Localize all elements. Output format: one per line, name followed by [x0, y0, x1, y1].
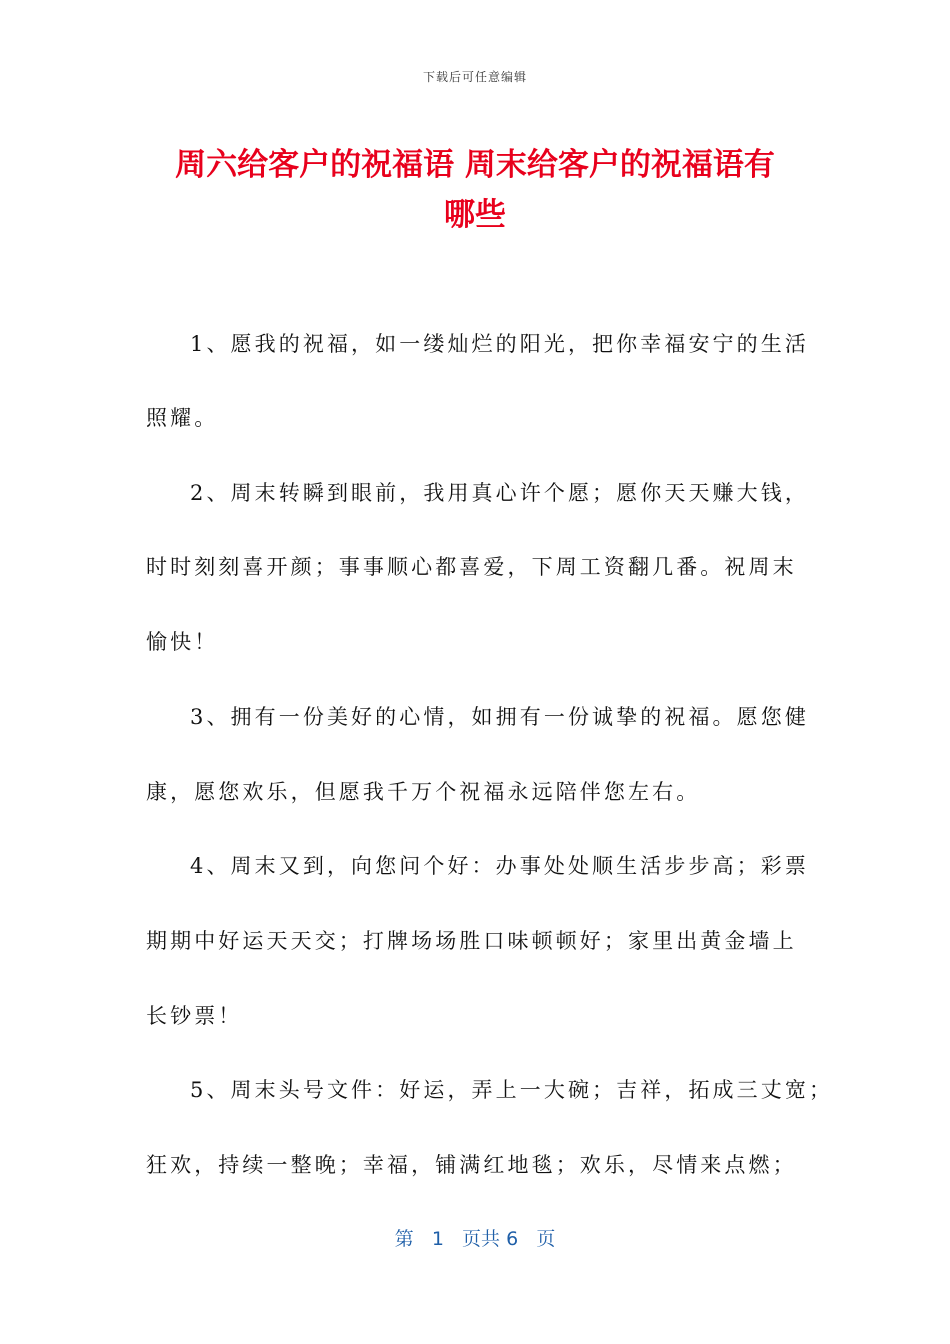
- paragraph-4-line-2: 期期中好运天天交；打牌场场胜口味顿顿好；家里出黄金墙上: [146, 929, 797, 953]
- title-line-2: 哪些: [444, 197, 506, 233]
- paragraph-5-line-1: 5、周末头号文件：好运，弄上一大碗；吉祥，拓成三丈宽；: [190, 1078, 834, 1102]
- document-title: [145, 140, 805, 240]
- footer-label-page: 第: [394, 1228, 414, 1250]
- paragraph-5-line-2: 狂欢，持续一整晚；幸福，铺满红地毯；欢乐，尽情来点燃；: [146, 1153, 797, 1177]
- paragraph-2-line-1: 2、周末转瞬到眼前，我用真心许个愿；愿你天天赚大钱，: [190, 481, 809, 505]
- footer-current-page: 1: [431, 1228, 444, 1250]
- footer-label-pages: 页: [536, 1228, 556, 1250]
- footer-label-of: 页共: [462, 1228, 501, 1250]
- paragraph-4-line-1: 4、周末又到，向您问个好：办事处处顺生活步步高；彩票: [190, 854, 809, 878]
- title-line-1: 周六给客户的祝福语 周末给客户的祝福语有: [175, 147, 775, 183]
- paragraph-1-line-2: 照耀。: [146, 406, 219, 430]
- paragraph-2-line-2: 时时刻刻喜开颜；事事顺心都喜爱，下周工资翻几番。祝周末: [146, 555, 797, 579]
- footer-total-pages: 6: [506, 1228, 519, 1250]
- paragraph-4-line-3: 长钞票！: [146, 1004, 243, 1028]
- paragraph-3-line-1: 3、拥有一份美好的心情，如拥有一份诚挚的祝福。愿您健: [190, 705, 809, 729]
- paragraph-2-line-3: 愉快！: [146, 630, 219, 654]
- page-footer: [0, 1224, 950, 1251]
- paragraph-1-line-1: 1、愿我的祝福，如一缕灿烂的阳光，把你幸福安宁的生活: [190, 332, 809, 356]
- header-note: 下载后可任意编辑: [422, 70, 527, 84]
- paragraph-3-line-2: 康，愿您欢乐，但愿我千万个祝福永远陪伴您左右。: [146, 780, 701, 804]
